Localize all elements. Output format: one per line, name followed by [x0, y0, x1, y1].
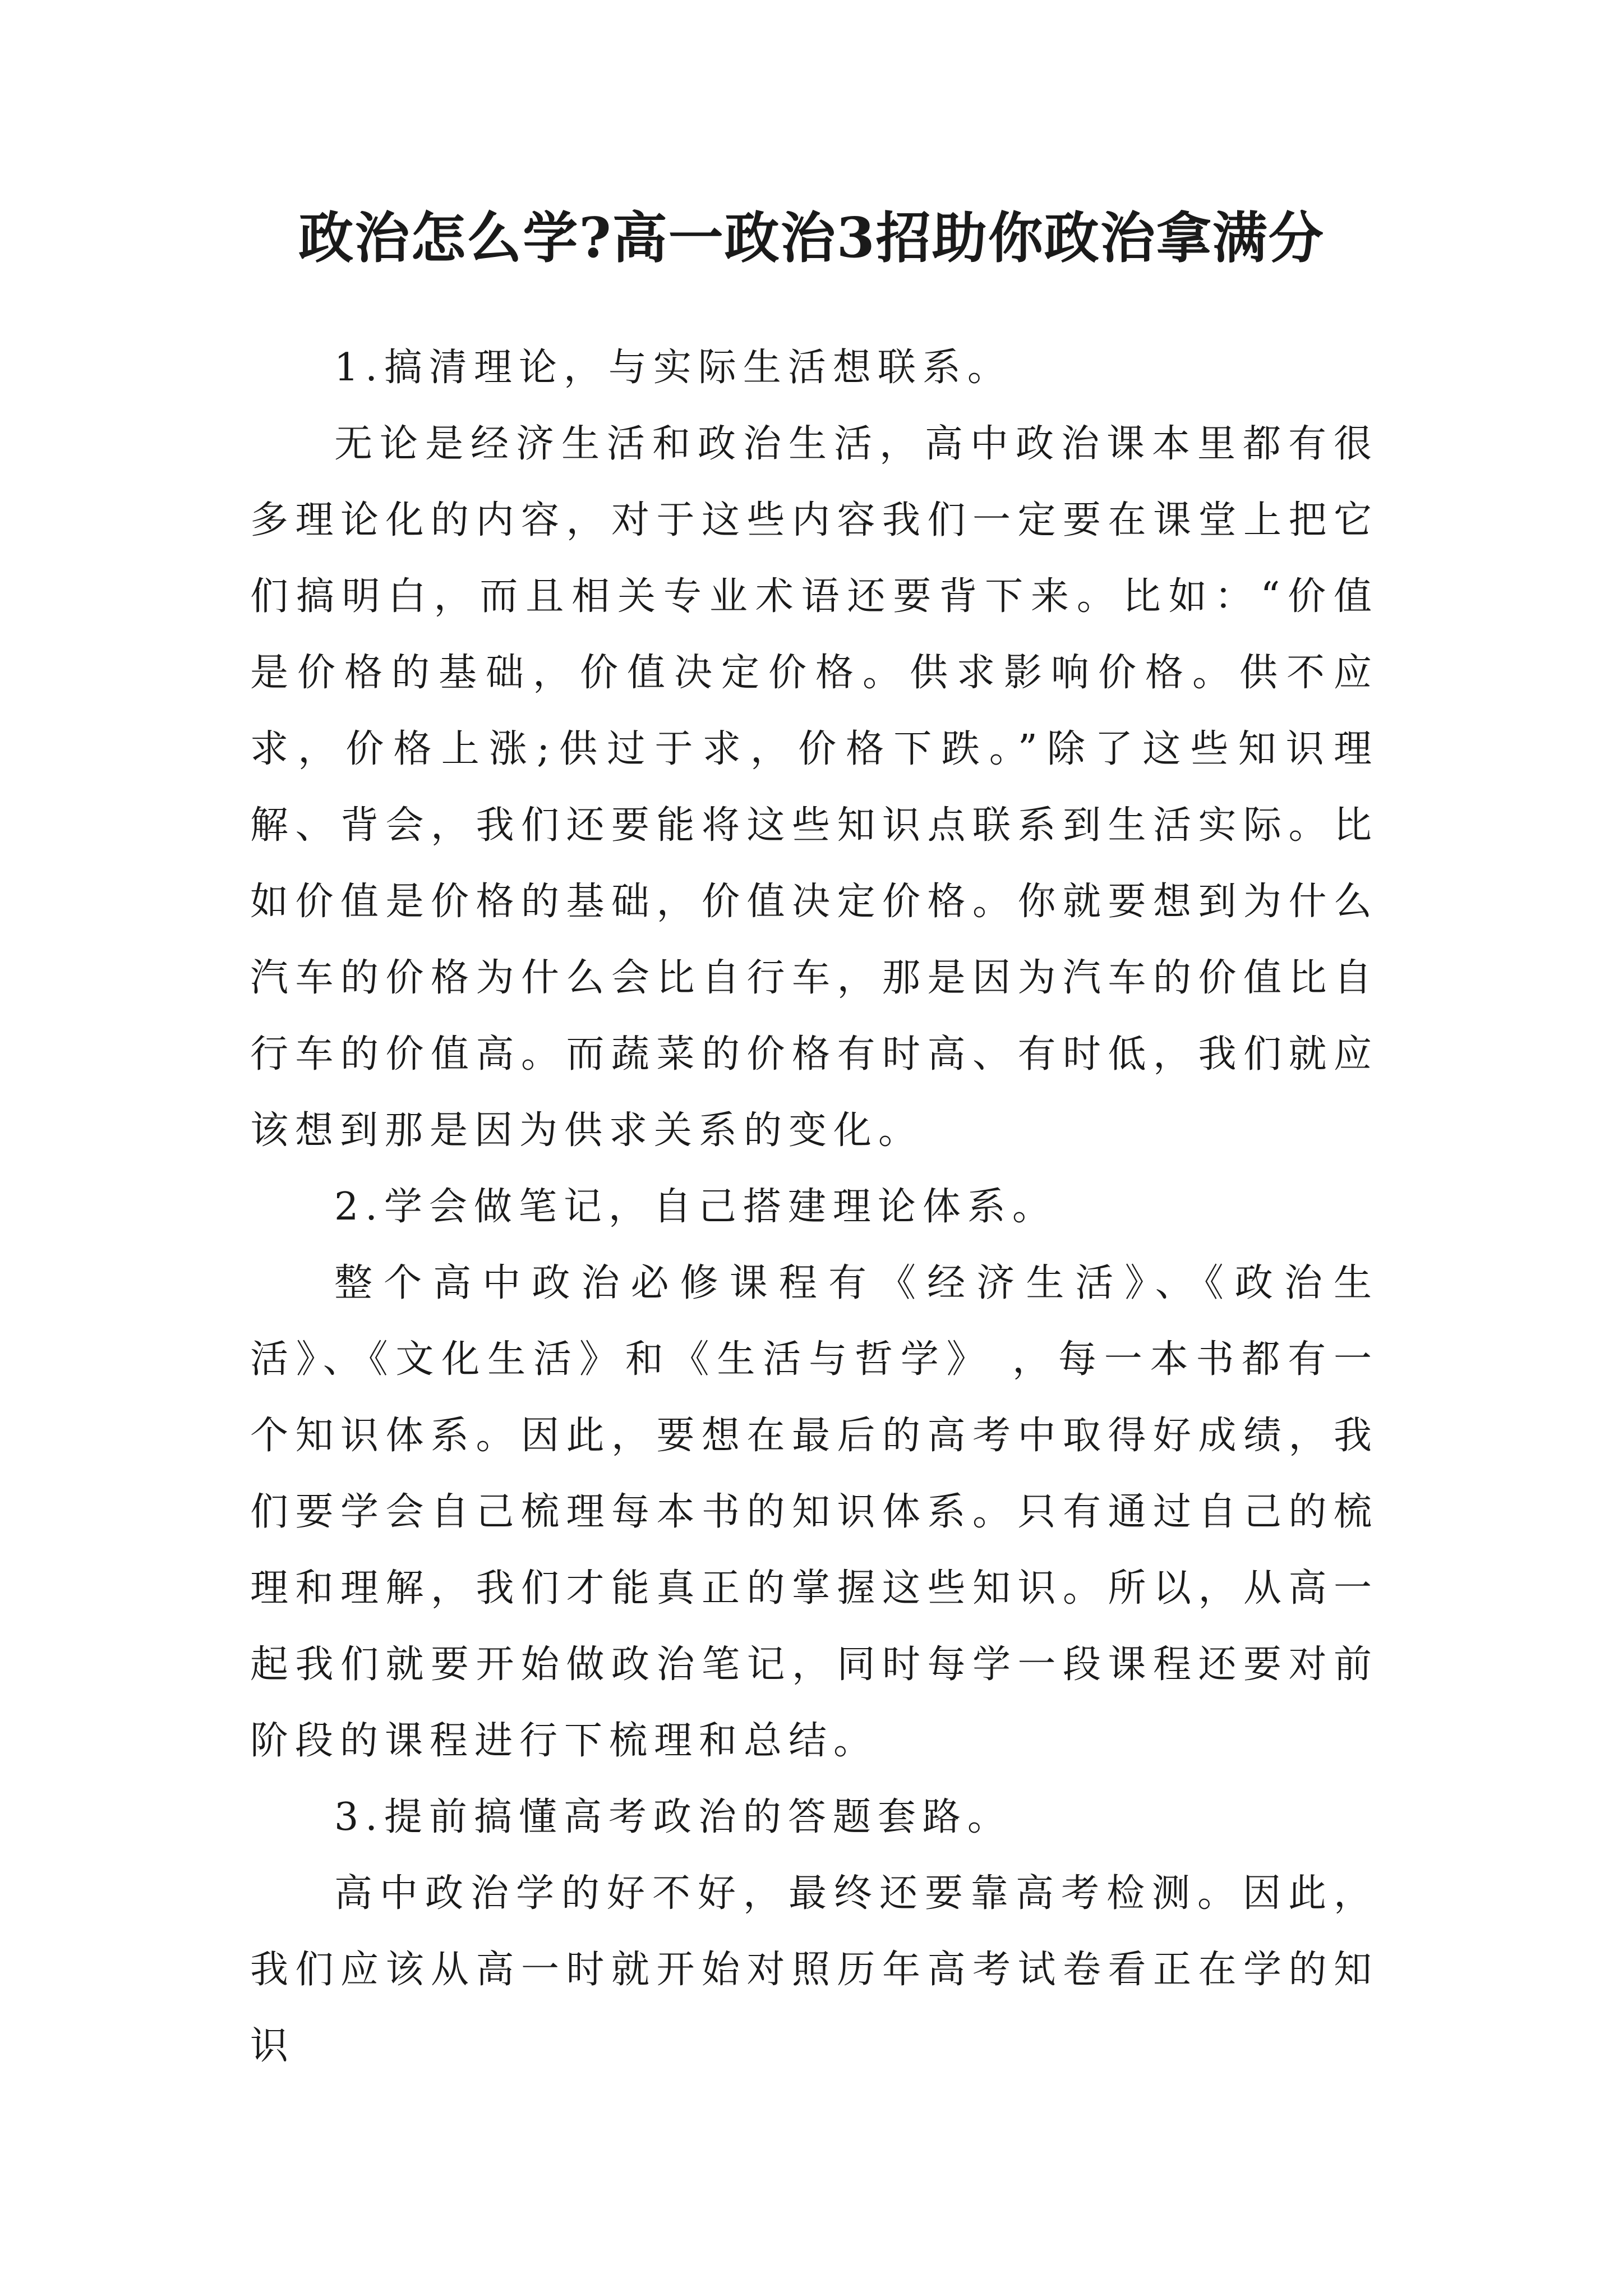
section-heading-3: 3.提前搞懂高考政治的答题套路。 [334, 1795, 1012, 1839]
document-body [250, 330, 1378, 2085]
document-title: 政治怎么学?高一政治3招助你政治拿满分 [298, 206, 1325, 270]
paragraph: 高中政治学的好不好，最终还要靠高考检测。因此，我们应该从高一时就开始对照历年高考试卷看正在学的知识 [250, 1871, 1378, 2068]
section-heading-2: 2.学会做笔记，自己搭建理论体系。 [334, 1185, 1057, 1229]
section-heading-1: 1.搞清理论，与实际生活想联系。 [334, 346, 1012, 390]
paragraph: 无论是经济生活和政治生活，高中政治课本里都有很多理论化的内容，对于这些内容我们一定要在课堂上把它们搞明白，而且相关专业术语还要背下来。比如：“价值是价格的基础，价值决定价格。供求影响价格。供不应求，价格上涨;供过于求，价格下跌。”除了这些知识理解、背会，我们还要能将这些知识点联系到生活实际。比如价值是价格的基础，价值决定价格。你就要想到为什么汽车的价格为什么会比自行车，那是因为汽车的价值比自行车的价值高。而蔬菜的价格有时高、有时低，我们就应该想到那是因为供求关系的变化。 [250, 422, 1378, 1153]
paragraph: 整个高中政治必修课程有《经济生活》、《政治生活》、《文化生活》和《生活与哲学》 ，每一本书都有一个知识体系。因此，要想在最后的高考中取得好成绩，我们要学会自己梳理每本书的知识体系。只有通过自己的梳理和理解，我们才能真正的掌握这些知识。所以，从高一起我们就要开始做政治笔记，同时每学一段课程还要对前阶段的课程进行下梳理和总结。 [250, 1261, 1378, 1763]
